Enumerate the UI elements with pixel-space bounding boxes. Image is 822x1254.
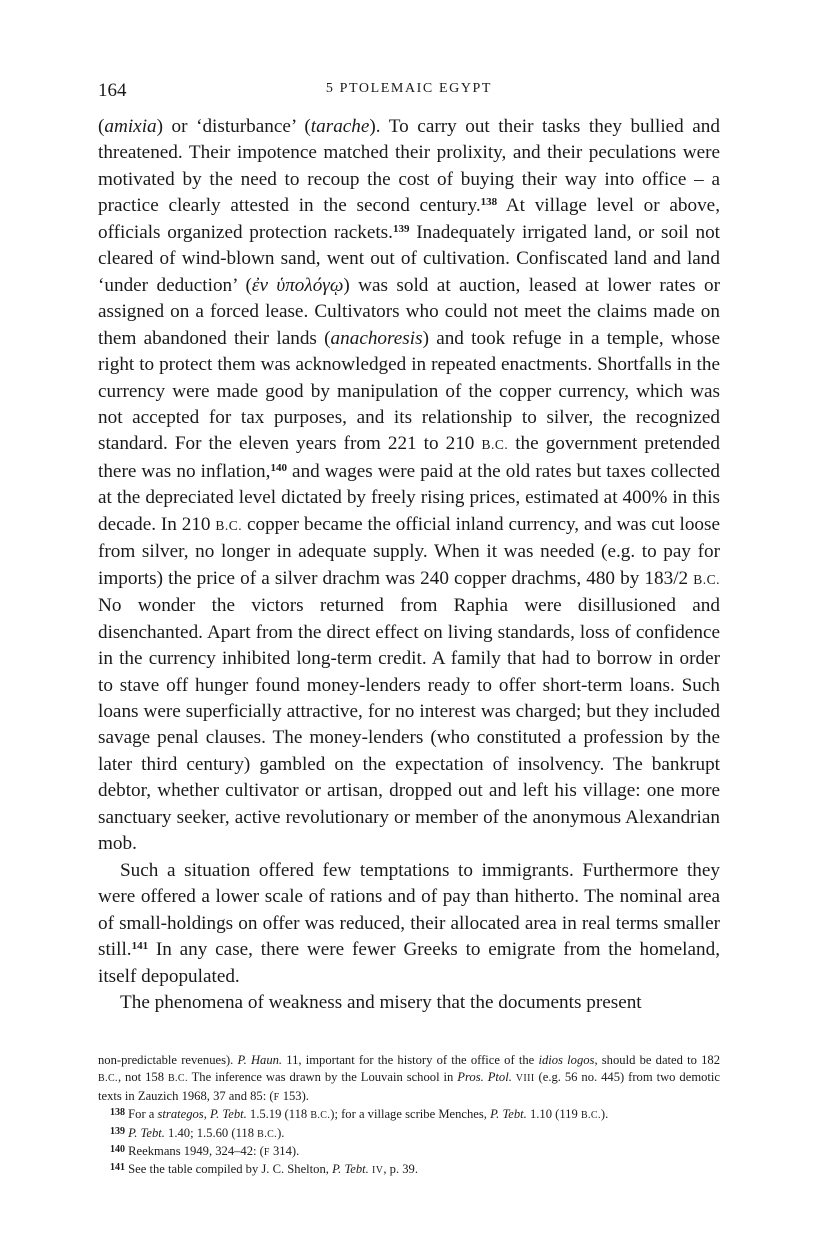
text-run: For a bbox=[125, 1107, 158, 1122]
text-run: , bbox=[203, 1107, 211, 1122]
chapter-title: 5 PTOLEMAIC EGYPT bbox=[325, 81, 493, 96]
text-run: Inadequately irrigated land, or soil not cleared of wind-blown sand, went out of cultivation. Confiscated land and land ‘under deduction’ ( bbox=[98, 221, 721, 296]
text-run: 11, important for the history of the office of the bbox=[282, 1053, 539, 1067]
paragraph-2 bbox=[98, 858, 720, 990]
italic-term: tarache bbox=[310, 116, 370, 137]
text-run: non-predictable revenues). bbox=[98, 1053, 238, 1067]
text-run: the government pretended there was no inflation, bbox=[98, 433, 721, 482]
footnote-ref-141[interactable]: 141 bbox=[131, 940, 149, 953]
text-run: The phenomena of weakness and misery that the documents present bbox=[120, 991, 642, 1013]
footnote-number: 138 bbox=[110, 1107, 125, 1119]
footnote-ref-140[interactable]: 140 bbox=[270, 461, 287, 474]
footnotes bbox=[98, 1052, 720, 1180]
running-head bbox=[98, 78, 720, 104]
text-run: Such a situation offered few temptations to immigrants. Furthermore they were offered a lower scale of rations and of pay than hitherto. The nominal area of small-holdings on offer was reduced, their allocated area in real terms smaller still. bbox=[98, 859, 720, 961]
text-run: No wonder the victors returned from Raphia were disillusioned and disenchanted. Apart from the direct effect on living standards, loss of confidence in the currency inhibited long-term credit. A family that had to borrow in order to stave off hunger found money-lenders ready to offer short-term loans. Such loans were superficially attractive, for no interest was charged; but they included savage penal clauses. The money-lenders (who constituted a profession by the later third century) gambled on the expectation of insolvency. The bankrupt debtor, whether cultivator or artisan, dropped out and left his village: one more sanctuary seeker, active revolutionary or member of the anonymous Alexandrian mob. bbox=[98, 595, 720, 855]
footnote-139 bbox=[98, 1125, 720, 1143]
text-run: , p. 39. bbox=[383, 1162, 418, 1177]
era-abbrev: B.C. bbox=[257, 1128, 278, 1140]
text-run: ) or ‘disturbance’ ( bbox=[156, 116, 311, 137]
text-run: Reekmans 1949, 324–42: ( bbox=[125, 1144, 264, 1159]
footnote-138 bbox=[98, 1106, 720, 1124]
text-run: The inference was drawn by the Louvain school in bbox=[187, 1070, 458, 1085]
text-run: , not 158 bbox=[117, 1070, 168, 1085]
italic-citation: P. Tebt. bbox=[490, 1107, 527, 1122]
paragraph-1 bbox=[98, 114, 720, 858]
footnote-140 bbox=[98, 1143, 720, 1161]
paragraph-3 bbox=[98, 990, 720, 1016]
footnote-ref-139[interactable]: 139 bbox=[392, 222, 410, 235]
italic-citation: P. Tebt. bbox=[210, 1107, 247, 1122]
text-run: ); for a village scribe Menches, bbox=[330, 1107, 491, 1122]
italic-citation: Pros. Ptol. bbox=[457, 1070, 512, 1085]
era-abbrev: B.C. bbox=[481, 437, 509, 453]
era-abbrev: B.C. bbox=[215, 517, 243, 533]
italic-term: anachoresis bbox=[330, 327, 423, 349]
text-run: ). bbox=[600, 1107, 609, 1122]
text-run: ) was sold at auction, leased at lower rates or assigned on a forced lease. Cultivators who could not meet the claims made on them abandoned their lands ( bbox=[98, 274, 720, 349]
footnote-number: 140 bbox=[110, 1144, 125, 1156]
italic-term: strategos bbox=[157, 1107, 204, 1122]
greek-phrase: ἐν ὑπολόγῳ bbox=[251, 274, 344, 296]
text-run: In any case, there were fewer Greeks to emigrate from the homeland, itself depopulated. bbox=[98, 939, 720, 987]
era-abbrev: B.C. bbox=[310, 1110, 331, 1122]
text-run: copper became the official inland currency, and was cut loose from silver, no longer in adequate supply. When it was needed (e.g. to pay for imports) the price of a silver drachm was 240 copper drachms, 480 by 183/2 bbox=[98, 513, 720, 589]
roman-numeral: VIII bbox=[515, 1073, 535, 1085]
italic-citation: P. Tebt. bbox=[128, 1125, 165, 1140]
era-abbrev: B.C. bbox=[580, 1110, 601, 1122]
text-run: At village level or above, officials organized protection rackets. bbox=[98, 195, 720, 243]
text-run: , should be dated to 182 bbox=[594, 1053, 721, 1067]
text-run: 1.5.19 (118 bbox=[246, 1107, 311, 1122]
era-abbrev: B.C. bbox=[167, 1073, 188, 1085]
text-run: ) and took refuge in a temple, whose right to protect them was acknowledged in repeated enactments. Shortfalls in the currency were made good by manipulation of the copper currency, which was not accepted for tax purposes, and its relationship to silver, the recognized standard. For the eleven years from 221 to 210 bbox=[98, 327, 720, 455]
volume-abbrev: F bbox=[263, 1147, 270, 1159]
text-run: 153). bbox=[279, 1088, 309, 1103]
italic-citation: P. Haun. bbox=[237, 1053, 283, 1067]
text-run: (e.g. 56 no. 445) from two demotic texts in Zauzich 1968, 37 and 85: ( bbox=[98, 1070, 720, 1103]
text-run: ( bbox=[98, 116, 105, 137]
roman-numeral: IV bbox=[371, 1165, 384, 1177]
text-run: and wages were paid at the old rates but taxes collected at the depreciated level dictated by freely rising prices, estimated at 400% in this decade. In 210 bbox=[98, 460, 721, 535]
footnote-ref-138[interactable]: 138 bbox=[480, 196, 498, 209]
text-run: 1.40; 1.5.60 (118 bbox=[164, 1125, 258, 1140]
italic-term: amixia bbox=[104, 116, 157, 137]
italic-citation: P. Tebt. bbox=[332, 1162, 369, 1177]
footnote-number: 141 bbox=[110, 1162, 125, 1174]
footnote-number: 139 bbox=[110, 1125, 125, 1137]
text-run: 314). bbox=[269, 1144, 300, 1159]
footnote-141 bbox=[98, 1161, 720, 1179]
page-number: 164 bbox=[98, 80, 127, 101]
text-run: ). To carry out their tasks they bullied and threatened. Their impotence matched their prolixity, and their peculations were motivated by the need to recoup the cost of buying their way into office – a practice clearly attested in the second century. bbox=[98, 116, 720, 217]
volume-abbrev: F bbox=[273, 1091, 280, 1103]
text-run: ). bbox=[277, 1125, 285, 1140]
body-text bbox=[98, 114, 720, 1016]
text-run: 1.10 (119 bbox=[526, 1107, 581, 1122]
era-abbrev: B.C. bbox=[693, 571, 720, 587]
text-run: See the table compiled by J. C. Shelton, bbox=[125, 1162, 333, 1177]
italic-term: idios logos bbox=[538, 1053, 595, 1067]
footnote-continuation bbox=[98, 1052, 720, 1106]
era-abbrev: B.C. bbox=[98, 1073, 118, 1085]
